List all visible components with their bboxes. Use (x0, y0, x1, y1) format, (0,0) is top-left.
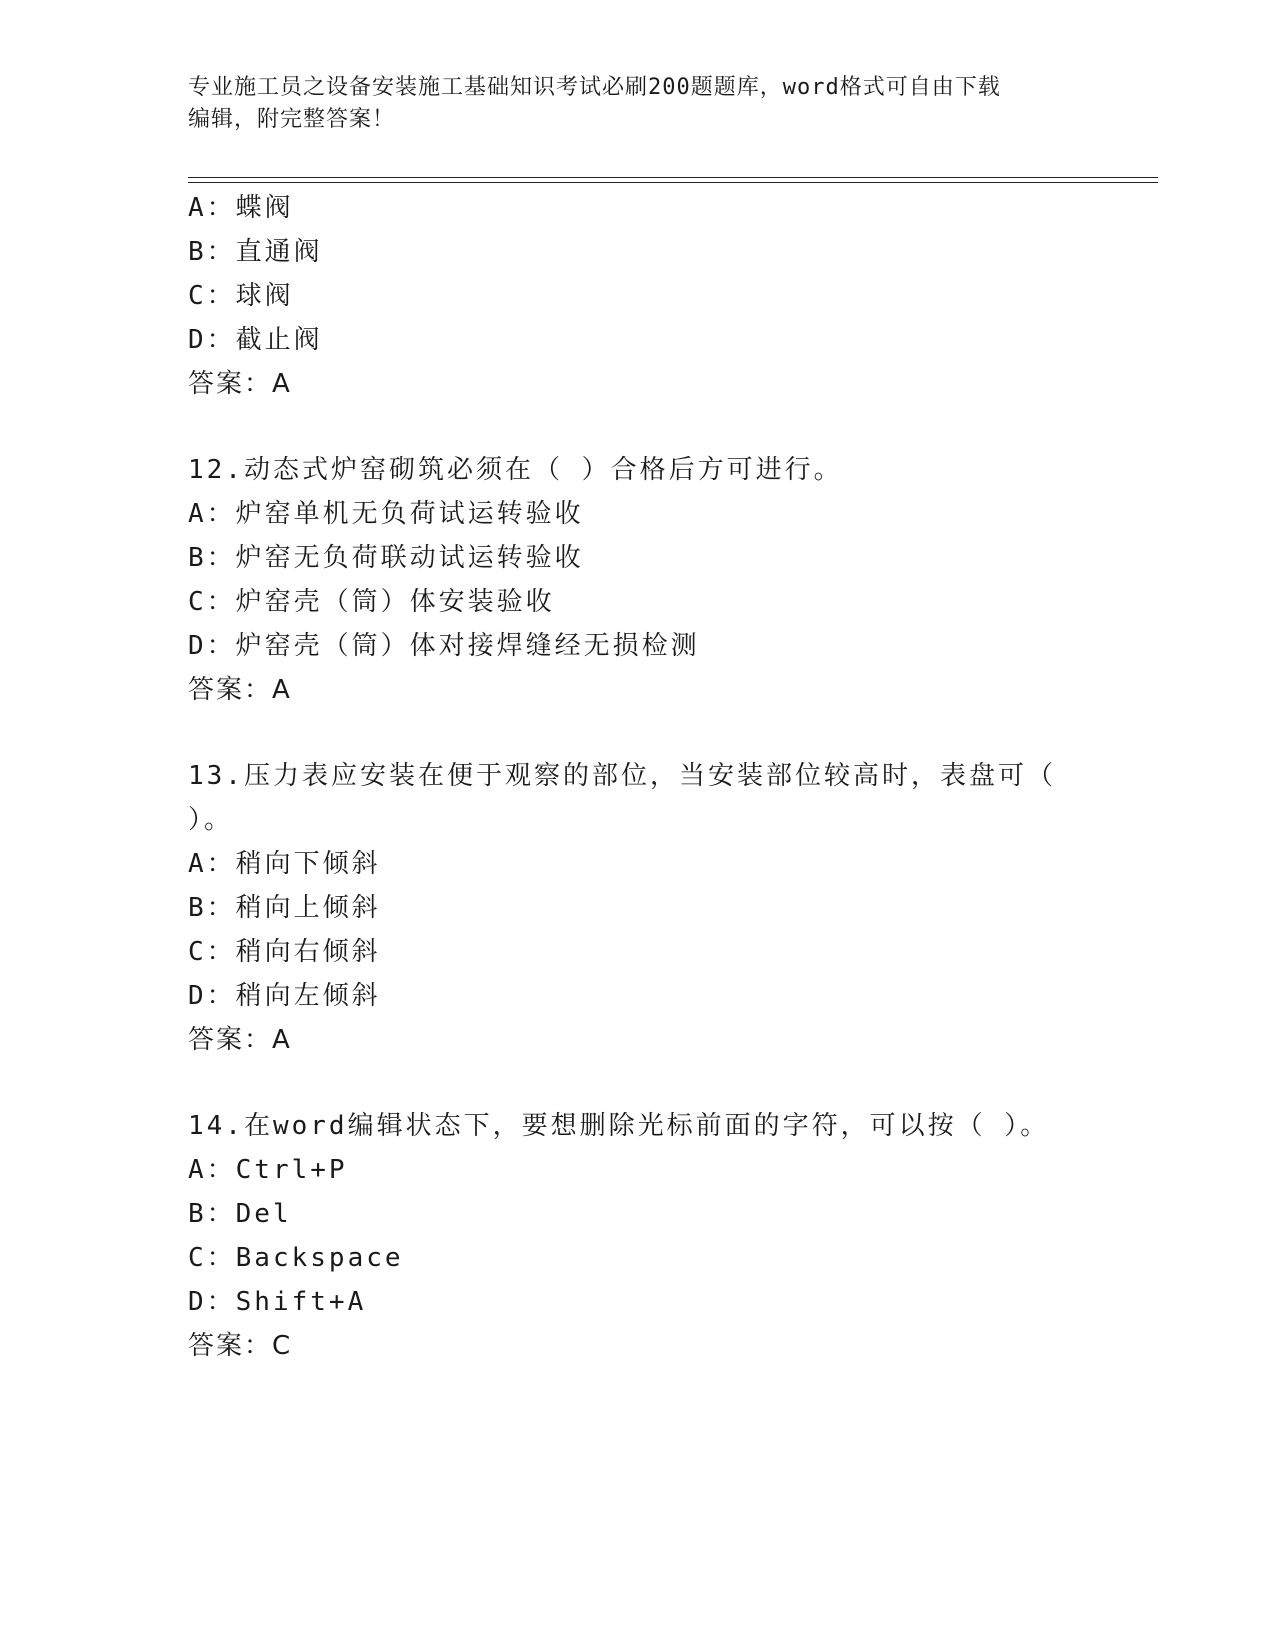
q14-question: 14.在word编辑状态下，要想删除光标前面的字符，可以按（ ）。 (188, 1111, 1050, 1141)
q12-option-d: D：炉窑壳（筒）体对接焊缝经无损检测 (188, 631, 700, 661)
q13-option-c: C：稍向右倾斜 (188, 937, 381, 967)
q13-question-line-1: 13.压力表应安装在便于观察的部位，当安装部位较高时，表盘可（ (188, 761, 1056, 791)
q12-answer: 答案：A (188, 675, 292, 705)
q13-answer: 答案：A (188, 1025, 292, 1055)
q14-option-d: D：Shift+A (188, 1287, 367, 1317)
q12-option-a: A：炉窑单机无负荷试运转验收 (188, 499, 584, 529)
q12-question: 12.动态式炉窑砌筑必须在（ ）合格后方可进行。 (188, 455, 843, 485)
header-divider-bottom (188, 182, 1158, 183)
q14-option-a: A：Ctrl+P (188, 1155, 348, 1185)
q13-option-a: A：稍向下倾斜 (188, 849, 381, 879)
q11-option-b: B：直通阀 (188, 237, 323, 267)
q12-option-c: C：炉窑壳（筒）体安装验收 (188, 587, 555, 617)
q13-option-b: B：稍向上倾斜 (188, 893, 381, 923)
q13-question-line-2: ）。 (188, 805, 234, 835)
q14-option-b: B：Del (188, 1199, 292, 1229)
document-header (188, 72, 1088, 136)
q12-option-b: B：炉窑无负荷联动试运转验收 (188, 543, 584, 573)
q13-option-d: D：稍向左倾斜 (188, 981, 381, 1011)
q11-option-d: D：截止阀 (188, 325, 323, 355)
header-line-1: 专业施工员之设备安装施工基础知识考试必刷200题题库，word格式可自由下载 (188, 75, 1001, 100)
q11-option-a: A：蝶阀 (188, 193, 294, 223)
q14-answer: 答案：C (188, 1331, 293, 1361)
header-line-2: 编辑，附完整答案！ (188, 107, 396, 132)
header-divider-top (188, 177, 1158, 178)
q11-option-c: C：球阀 (188, 281, 294, 311)
q11-answer: 答案：A (188, 369, 292, 399)
q14-option-c: C：Backspace (188, 1243, 404, 1273)
